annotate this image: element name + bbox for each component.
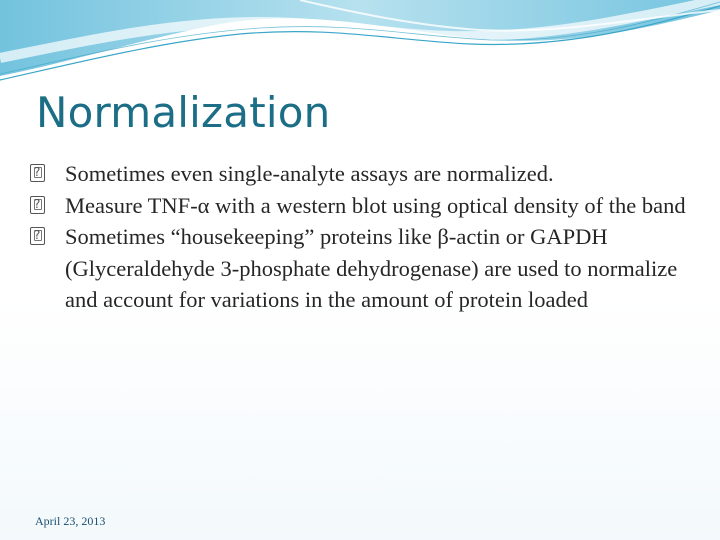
bullet-list: [30, 158, 690, 316]
missing-glyph-bullet-icon: [30, 196, 45, 214]
slide-title: Normalization: [36, 88, 331, 137]
header-wave-decoration: [0, 0, 720, 90]
bullet-text-3: Sometimes “housekeeping” proteins like β-actin or GAPDH (Glyceraldehyde 3-phosphate dehydrogenase) are used to normalize and account for variations in the amount of protein loaded: [65, 224, 678, 312]
bullet-item-2: [30, 190, 690, 222]
missing-glyph-bullet-icon: [30, 164, 45, 182]
missing-glyph-bullet-icon: [30, 227, 45, 245]
bullet-text-2: Measure TNF-α with a western blot using optical density of the band: [65, 192, 686, 218]
bullet-text-1: Sometimes even single-analyte assays are normalized.: [65, 161, 554, 186]
bullet-item-3: [30, 221, 690, 316]
bullet-item-1: [30, 158, 690, 190]
footer-date: April 23, 2013: [35, 514, 106, 528]
